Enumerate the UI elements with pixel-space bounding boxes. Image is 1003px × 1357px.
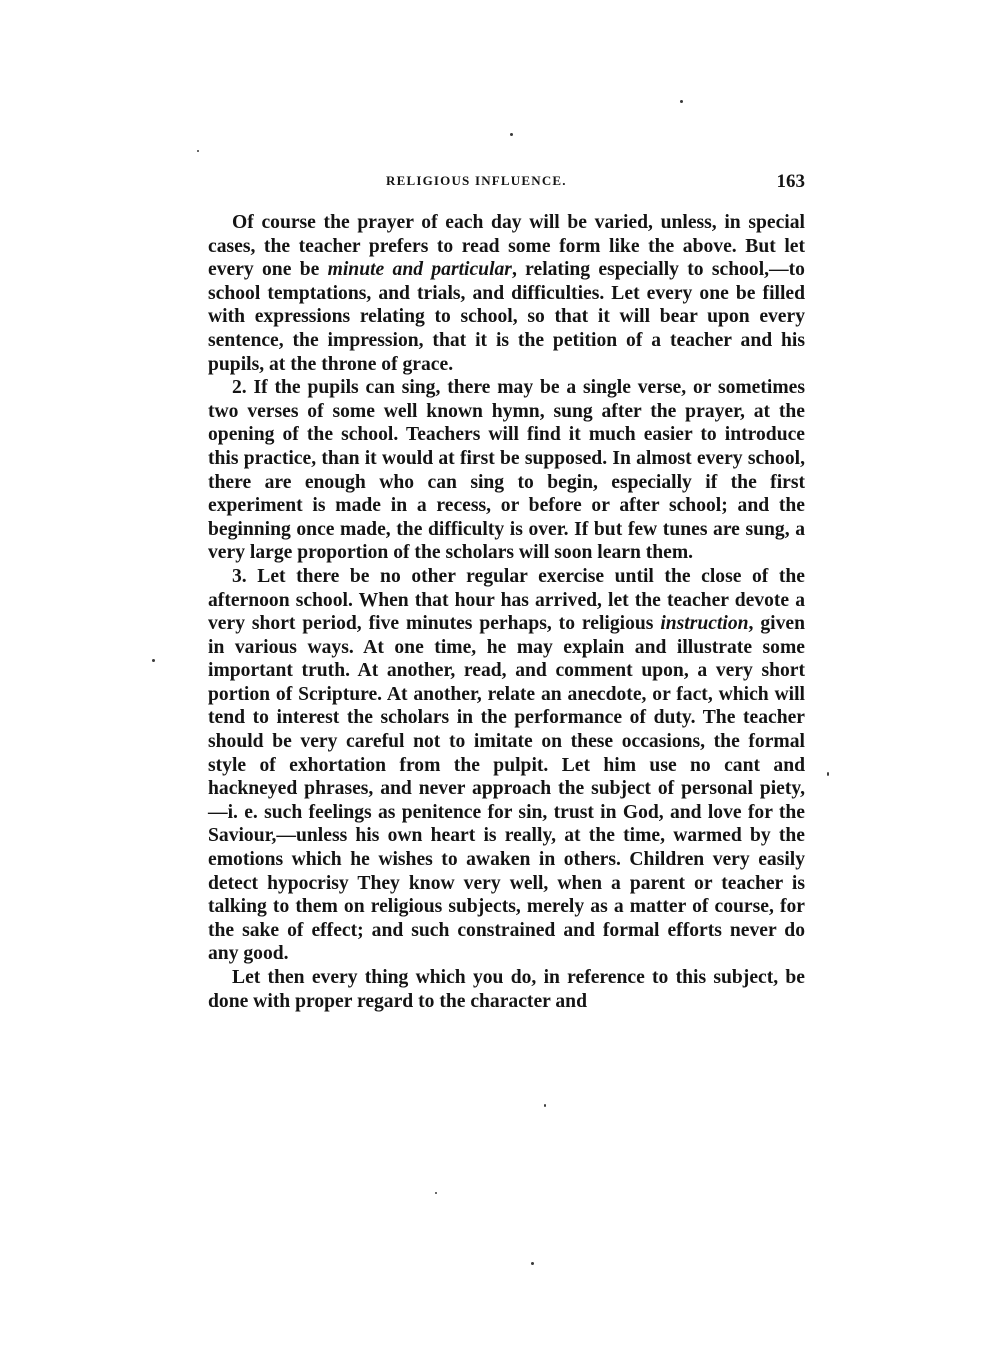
paragraph-2 <box>208 376 805 565</box>
running-title: RELIGIOUS INFLUENCE. <box>386 173 567 188</box>
body-text <box>208 211 805 1013</box>
paragraph-1-emphasis: minute and particular <box>327 259 512 281</box>
paragraph-3-text-b: , given in various ways. At one time, he may explain and illustrate some important truth. At another, read, and comment upon, a very short portion of Scripture. At another, relate an anecdote, or fact, which will tend to interest the scholars in the performance of duty. The teacher should be very careful not to imitate on these occasions, the formal style of exhortation from the pulpit. Let him use no cant and hackneyed phrases, and never approach the subject of personal piety, —i. e. such feelings as penitence for sin, trust in God, and love for the Saviour,—unless his own heart is really, at the time, warmed by the emotions which he wishes to awaken in others. Children very easily detect hypocrisy They know very well, when a parent or teacher is talking to them on religious subjects, merely as a matter of course, for the sake of effect; and such constrained and formal efforts never do any good. <box>208 613 805 965</box>
scan-speck <box>197 150 199 152</box>
scan-speck <box>544 1104 546 1107</box>
paragraph-2-text: 2. If the pupils can sing, there may be a single verse, or sometimes two verses of some well known hymn, sung after the prayer, at the opening of the school. Teachers will find it much easier to introduce this practice, than it would at first be supposed. In almost every school, there are enough who can sing to begin, especially if the first experiment is made in a recess, or before or after school; and the beginning once made, the difficulty is over. If but few tunes are sung, a very large proportion of the scholars will soon learn them. <box>208 377 805 564</box>
paragraph-4 <box>208 966 805 1013</box>
paragraph-3-text-a: 3. Let there be no other regular exercise until the close of the afternoon school. When that hour has arrived, let the teacher devote a very short period, five minutes perhaps, to religious <box>208 565 805 635</box>
scan-speck <box>531 1262 534 1265</box>
paragraph-3 <box>208 565 805 966</box>
paragraph-1-text-b: , relating especially to school,—to school temptations, and trials, and difficulties. Let every one be filled with expressions relating to school, so that it will bear upon every sentence, the impression, that it is the petition of a teacher and his pupils, at the throne of grace. <box>208 259 805 375</box>
paragraph-1 <box>208 211 805 376</box>
paragraph-4-text: Let then every thing which you do, in reference to this subject, be done with proper regard to the character and <box>208 967 805 1012</box>
scan-speck <box>435 1192 437 1194</box>
scan-speck <box>827 772 829 776</box>
scan-speck <box>510 133 513 136</box>
paragraph-1-text-a: Of course the prayer of each day will be varied, unless, in special cases, the teacher prefers to read some form like the above. But let every one be <box>208 212 805 281</box>
paragraph-3-emphasis: instruction <box>660 613 749 635</box>
page-number: 163 <box>776 171 805 192</box>
scan-speck <box>152 659 155 662</box>
running-head <box>208 173 805 197</box>
scan-speck <box>680 100 683 103</box>
